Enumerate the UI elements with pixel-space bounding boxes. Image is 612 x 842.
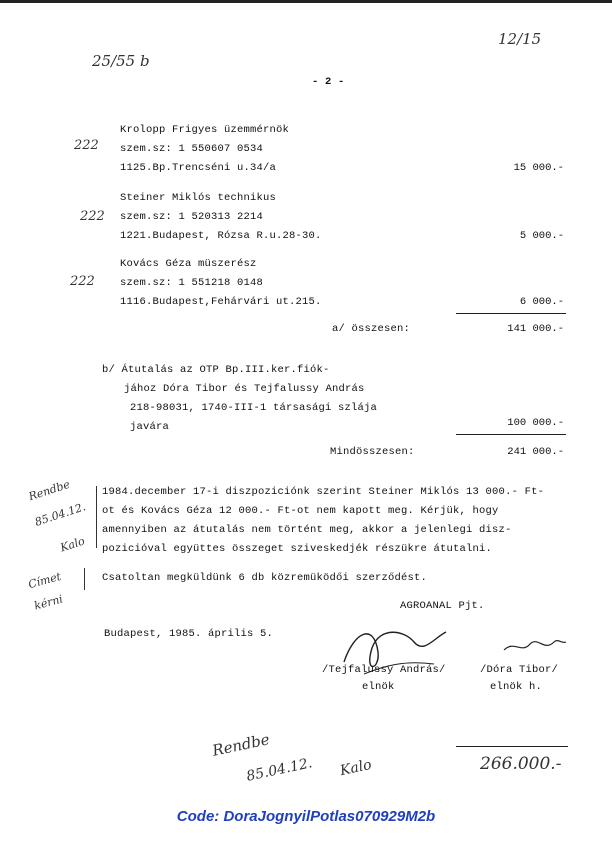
company-name: AGROANAL Pjt. [400, 600, 485, 612]
handwritten-margin-note: Kalo [58, 534, 87, 555]
subtotal-label: a/ összesen: [332, 323, 411, 335]
body-line: 1984.december 17-i diszpoziciónk szerint Steiner Miklós 13 000.- Ft- [102, 486, 545, 498]
handwritten-bottom-amount: 266.000.- [480, 754, 562, 774]
handwritten-ref-top-right: 12/15 [498, 30, 542, 48]
signatory-title: elnök [362, 681, 395, 693]
place-date: Budapest, 1985. április 5. [104, 628, 274, 640]
entry-name: Krolopp Frigyes üzemmérnök [120, 124, 290, 136]
total-label: Mindösszesen: [330, 446, 415, 458]
bottom-rule [456, 746, 568, 747]
handwritten-margin-note: 85.04.12. [33, 500, 88, 529]
signatory-name: /Dóra Tibor/ [480, 664, 559, 676]
handwritten-margin-note: kérni [32, 592, 65, 613]
handwritten-mark: 222 [70, 274, 95, 289]
footer-code: Code: DoraJognyilPotlas070929M2b [176, 808, 436, 825]
transfer-amount: 100 000.- [507, 417, 564, 429]
subtotal-amount: 141 000.- [507, 323, 564, 335]
transfer-line: b/ Átutalás az OTP Bp.III.ker.fiók- [102, 364, 330, 376]
handwritten-ref-top-left: 25/55 b [92, 52, 150, 70]
transfer-line: javára [130, 421, 170, 433]
entry-amount: 5 000.- [519, 230, 564, 242]
sum-rule [456, 313, 566, 314]
margin-bracket [84, 568, 85, 590]
scan-top-edge [0, 0, 612, 3]
handwritten-note-bottom: Kalo [338, 756, 374, 780]
entry-address: 1125.Bp.Trencséni u.34/a [120, 162, 277, 174]
handwritten-mark: 222 [80, 209, 105, 224]
entry-amount: 15 000.- [513, 162, 564, 174]
entry-address: 1116.Budapest,Fehárvári ut.215. [120, 296, 322, 308]
page-number: - 2 - [312, 76, 345, 88]
entry-address: 1221.Budapest, Rózsa R.u.28-30. [120, 230, 322, 242]
signatory-title: elnök h. [490, 681, 543, 693]
body-line: amennyiben az átutalás nem történt meg, akkor a jelenlegi disz- [102, 524, 512, 536]
signatory-name: /Tejfalussy András/ [322, 664, 446, 676]
handwritten-note-bottom: 85.04.12. [245, 755, 314, 785]
body-line: ot és Kovács Géza 12 000.- Ft-ot nem kapott meg. Kérjük, hogy [102, 505, 499, 517]
handwritten-margin-note: Rendbe [27, 477, 72, 504]
entry-id: szem.sz: 1 550607 0534 [120, 143, 264, 155]
transfer-line: jához Dóra Tibor és Tejfalussy András [124, 383, 365, 395]
handwritten-mark: 222 [74, 138, 99, 153]
entry-amount: 6 000.- [519, 296, 564, 308]
total-amount: 241 000.- [507, 446, 564, 458]
handwritten-margin-note: Címet [26, 569, 63, 592]
entry-name: Kovács Géza müszerész [120, 258, 257, 270]
handwritten-note-bottom: Rendbe [210, 730, 272, 760]
entry-id: szem.sz: 1 520313 2214 [120, 211, 264, 223]
body-line: pozicióval együttes összeget sziveskedjék részükre átutalni. [102, 543, 493, 555]
transfer-line: 218-98031, 1740-III-1 társasági szlája [130, 402, 378, 414]
signature-dora [500, 630, 570, 660]
body-line: Csatoltan megküldünk 6 db közremüködői szerződést. [102, 572, 428, 584]
entry-name: Steiner Miklós technikus [120, 192, 277, 204]
entry-id: szem.sz: 1 551218 0148 [120, 277, 264, 289]
margin-bracket [96, 486, 97, 548]
total-rule [456, 434, 566, 435]
